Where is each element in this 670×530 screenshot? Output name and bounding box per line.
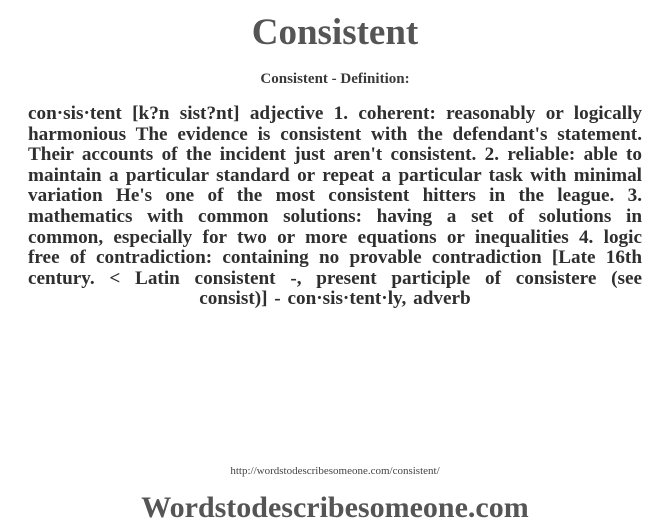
source-url: http://wordstodescribesomeone.com/consistent/	[230, 465, 440, 477]
page-title: Consistent	[251, 12, 419, 53]
definition-text: con·sis·tent [k?n sist?nt] adjective 1. coherent: reasonably or logically harmonious The evidence is consistent with the defendant's statement. Their accounts of the incident just aren't consistent. 2. reliable: able to maintain a particular standard or repeat a particular task with minimal variation He's one of the most consistent hitters in the league. 3. mathematics with common solutions: having a set of solutions in common, especially for two or more equations or inequalities 4. logic free of contradiction: containing no provable contradiction [Late 16th century. < Latin consistent -, present participle of consistere (see consist)] - con·sis·tent·ly, adverb	[28, 103, 642, 310]
site-name: Wordstodescribesomeone.com	[141, 491, 529, 524]
definition-heading: Consistent - Definition:	[260, 71, 410, 87]
